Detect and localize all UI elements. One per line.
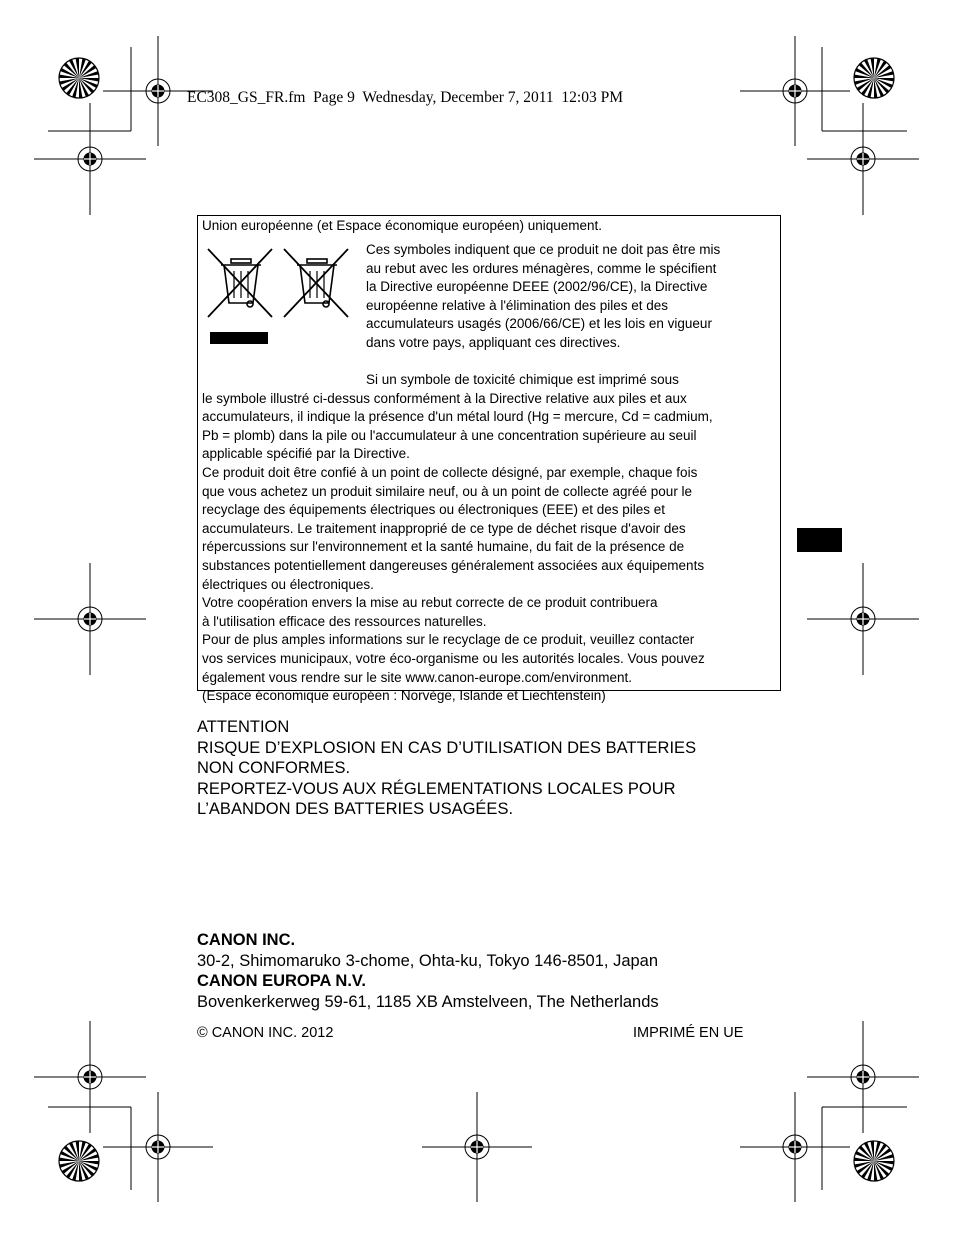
notice-text-line: Ces symboles indiquent que ce produit ne doit pas être mis [366,242,721,257]
company-address-europe: Bovenkerkerweg 59-61, 1185 XB Amstelveen, The Netherlands [197,992,659,1011]
notice-text-line: vos services municipaux, votre éco-organisme ou les autorités locales. Vous pouvez [202,650,705,666]
notice-text-line: la Directive européenne DEEE (2002/96/CE), la Directive [366,279,708,295]
notice-text-line: également vous rendre sur le site www.canon-europe.com/environment. [202,669,632,685]
company-info [197,930,659,1012]
battery-warning [197,717,696,820]
crossed-out-bin-icon [208,249,272,344]
company-name-japan: CANON INC. [197,931,296,949]
registration-mark [103,1092,213,1202]
notice-text-line: au rebut avec les ordures ménagères, comme le spécifient [366,260,717,276]
notice-text-line: accumulateurs, il indique la présence d'un métal lourd (Hg = mercure, Cd = cadmium, [202,409,713,425]
notice-title: Union européenne (et Espace économique européen) uniquement. [202,218,603,233]
notice-text-line: Pb = plomb) dans la pile ou l'accumulateur à une concentration supérieure au seuil [202,427,697,443]
notice-text-line: (Espace économique européen : Norvège, Islande et Liechtenstein) [202,688,606,704]
notice-body [202,371,778,706]
notice-text-line: Ce produit doit être confié à un point de collecte désigné, par exemple, chaque fois [202,464,698,480]
star-target-mark [59,1141,99,1181]
notice-text-line: applicable spécifié par la Directive. [202,446,410,462]
notice-text-line: à l'utilisation efficace des ressources naturelles. [202,613,487,629]
section-tab [797,528,842,552]
registration-mark [422,1092,532,1202]
notice-text-line: substances potentiellement dangereuses généralement associées aux équipements [202,557,705,573]
star-target-mark [59,58,99,98]
star-target-mark [854,1141,894,1181]
warning-line: NON CONFORMES. [197,759,351,778]
registration-mark [807,1021,919,1133]
notice-text-line: le symbole illustré ci-dessus conformément à la Directive relative aux piles et aux [202,390,687,406]
weee-notice-box [197,215,781,704]
registration-mark [34,1021,146,1133]
registration-mark [740,1092,850,1202]
registration-mark [807,563,919,675]
notice-text-line: dans votre pays, appliquant ces directives. [366,334,621,350]
warning-line: RISQUE D’EXPLOSION EN CAS D’UTILISATION DES BATTERIES [197,738,697,757]
notice-text-line: européenne relative à l'élimination des piles et des [366,297,669,313]
notice-text-line: Si un symbole de toxicité chimique est imprimé sous [366,372,679,387]
notice-text-line: que vous achetez un produit similaire neuf, ou à un point de collecte agréé pour le [202,483,693,499]
notice-text-line: recyclage des équipements électriques ou électroniques (EEE) et des piles et [202,502,666,518]
print-header: EC308_GS_FR.fm Page 9 Wednesday, December 7, 2011 12:03 PM [187,89,624,106]
registration-mark [807,103,919,215]
printed-in-notice: IMPRIMÉ EN UE [633,1025,744,1041]
weee-symbols [204,243,354,349]
warning-line: REPORTEZ-VOUS AUX RÉGLEMENTATIONS LOCALES POUR [197,779,676,798]
warning-line: L’ABANDON DES BATTERIES USAGÉES. [197,800,514,819]
star-target-mark [854,58,894,98]
crossed-out-bin-icon [284,249,348,317]
copyright-notice: © CANON INC. 2012 [197,1025,334,1041]
warning-line: ATTENTION [197,718,290,736]
notice-text-line: Votre coopération envers la mise au rebut correcte de ce produit contribuera [202,595,658,611]
notice-symbols-paragraph [366,241,776,353]
notice-text-line: accumulateurs usagés (2006/66/CE) et les lois en vigueur [366,316,712,332]
registration-mark [740,36,850,146]
registration-mark [34,563,146,675]
notice-text-line: accumulateurs. Le traitement inapproprié de ce type de déchet risque d'avoir des [202,520,686,536]
notice-text-line: électriques ou électroniques. [202,576,374,592]
company-name-europe: CANON EUROPA N.V. [197,972,366,991]
company-address-japan: 30-2, Shimomaruko 3-chome, Ohta-ku, Tokyo 146-8501, Japan [197,951,659,970]
notice-text-line: répercussions sur l'environnement et la santé humaine, du fait de la présence de [202,539,685,555]
notice-text-line: Pour de plus amples informations sur le recyclage de ce produit, veuillez contacter [202,632,695,648]
registration-mark [34,103,146,215]
